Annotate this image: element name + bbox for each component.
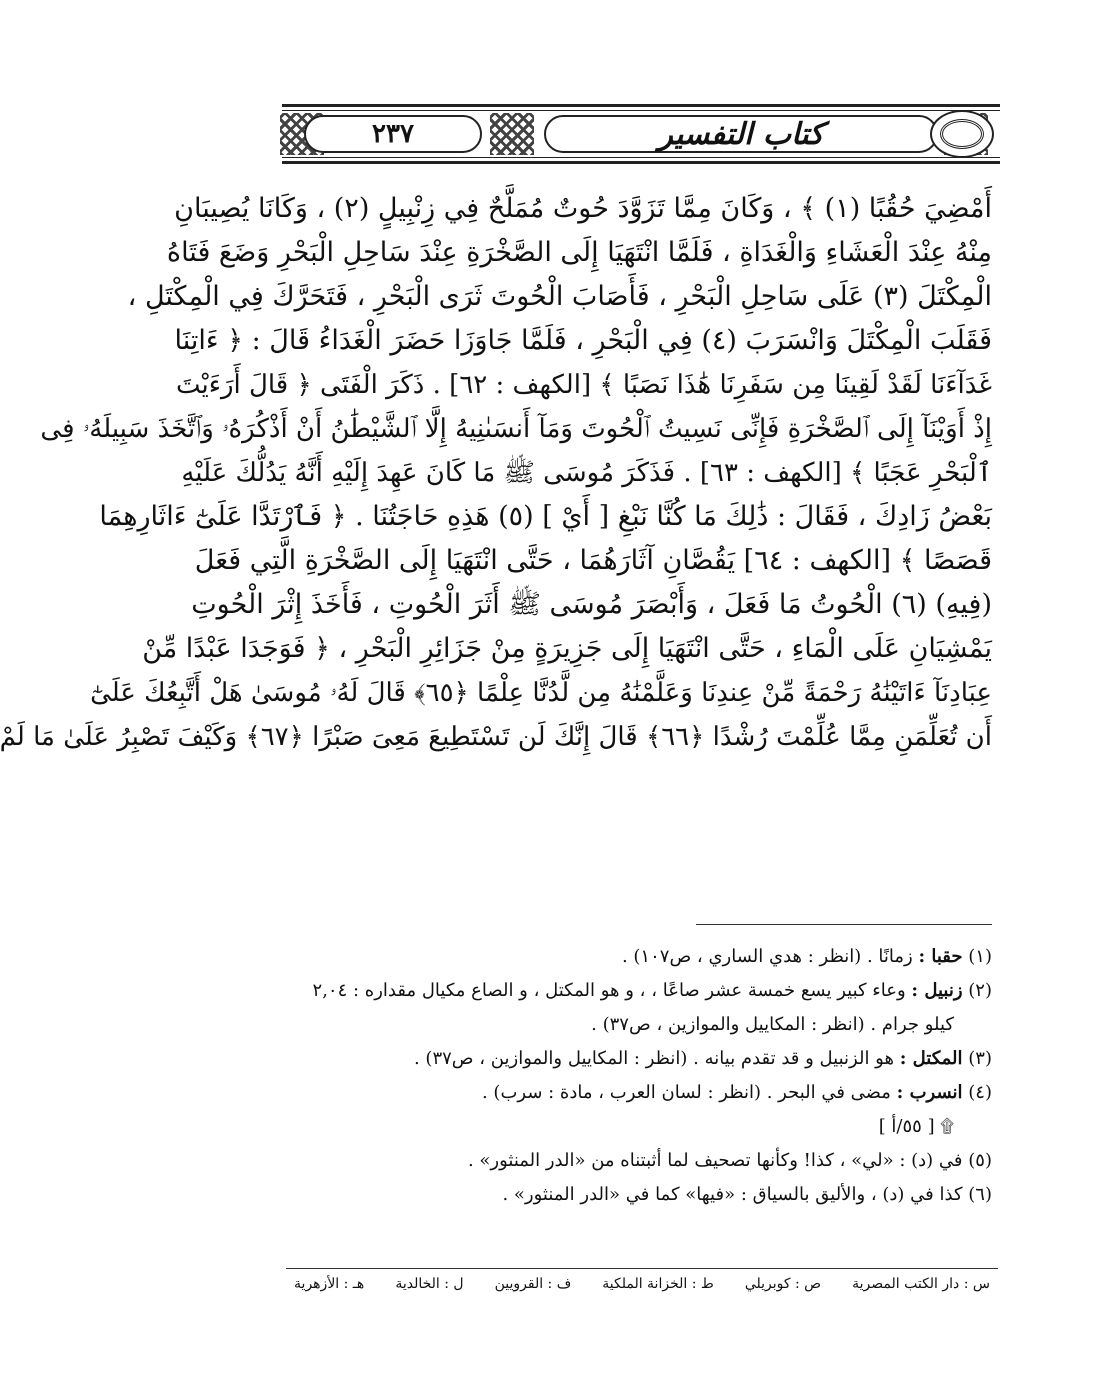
manuscript-legend [294,1276,990,1292]
footnote-term: المكتل : [899,1048,963,1069]
legend-item: هـ : الأزهرية [294,1276,365,1292]
legend-item: ص : كوبريلي [744,1276,822,1292]
text-line: ٱلْبَحْرِ عَجَبًا ﴾ [الكهف : ٦٣] . فَذَكَرَ مُوسَى ﷺ مَا كَانَ عَهِدَ إِلَيْهِ أَنَّهُ يَدُلُّكَ عَلَيْهِ [181,458,992,488]
book-title: كتاب التفسير [544,115,938,153]
text-line: عِبَادِنَآ ءَاتَيْنَٰهُ رَحْمَةً مِّنْ عِندِنَا وَعَلَّمْنَٰهُ مِن لَّدُنَّا عِلْمًا ﴿٦٥﴾ قَالَ لَهُۥ مُوسَىٰ هَلْ أَتَّبِعُكَ عَلَىٰٓ [90,678,992,708]
text-line: فَقَلَبَ الْمِكْتَلَ وَانْسَرَبَ (٤) فِي الْبَحْرِ ، فَلَمَّا جَاوَزَا حَضَرَ الْغَدَاءُ قَالَ : ﴿ ءَاتِنَا [174,325,992,356]
seal-ring-icon [940,119,984,149]
footnote-text: كذا في (د) ، والأليق بالسياق : «فيها» كما في «الدر المنثور» . [502,1184,963,1205]
text-line: يَمْشِيَانِ عَلَى الْمَاءِ ، حَتَّى انْتَهَيَا إِلَى جَزِيرَةٍ مِنْ جَزَائِرِ الْبَحْرِ ، ﴿ فَوَجَدَا عَبْدًا مِّنْ [142,633,992,664]
footnote-number: (٣) [968,1048,992,1069]
legend-item: ط : الخزانة الملكية [602,1276,714,1292]
footnote-5 [292,1144,992,1178]
footnote-1 [292,940,992,974]
footnote-number: (٢) [968,980,992,1001]
footnote-text: في (د) : «لي» ، كذا! وكأنها تصحيف لما أثبتناه من «الدر المنثور» . [467,1150,963,1171]
footnote-3 [292,1042,992,1076]
main-text [0,187,992,759]
footnotes [292,940,992,1212]
footnote-term: زنبيل : [911,980,963,1001]
footnote-2 [292,974,992,1008]
footnote-number: (١) [968,946,992,967]
footnote-number: (٦) [968,1184,992,1205]
text-line: أَمْضِيَ حُقُبًا (١) ﴾ ، وَكَانَ مِمَّا تَزَوَّدَ حُوتٌ مُمَلَّحٌ فِي زِنْبِيلٍ (٢) ، وَكَانَا يُصِيبَانِ [174,193,992,224]
legend-separator [286,1268,998,1269]
footnote-number: (٤) [968,1082,992,1103]
footnote-6 [292,1178,992,1212]
calligraphy-seal-logo [930,110,994,158]
text-line: الْمِكْتَلَ (٣) عَلَى سَاحِلِ الْبَحْرِ ، فَأَصَابَ الْحُوتَ ثَرَى الْبَحْرِ ، فَتَحَرَّكَ فِي الْمِكْتَلِ ، [127,281,992,312]
footnote-4 [292,1076,992,1110]
ornament-center-left [490,113,534,155]
text-line: غَدَآءَنَا لَقَدْ لَقِينَا مِن سَفَرِنَا هَٰذَا نَصَبًا ﴾ [الكهف : ٦٢] . ذَكَرَ الْفَتَى ﴿ قَالَ أَرَءَيْتَ [175,370,992,400]
footnote-text: مضى في البحر . (انظر : لسان العرب ، مادة : سرب) . [481,1082,891,1103]
footnote-term: حقبا : [918,946,963,967]
footnote-text: هو الزنبيل و قد تقدم بيانه . (انظر : المكاييل والموازين ، ص٣٧) . [413,1048,894,1069]
text-line: إِذْ أَوَيْنَآ إِلَى ٱلصَّخْرَةِ فَإِنِّى نَسِيتُ ٱلْحُوتَ وَمَآ أَنسَىٰنِيهُ إِلَّا ٱلشَّيْطَٰنُ أَنْ أَذْكُرَهُۥ وَٱتَّخَذَ سَبِيلَهُۥ فِى [40,414,992,444]
footnote-text: وعاء كبير يسع خمسة عشر صاعًا ، ، و هو المكتل ، و الصاع مكيال مقداره : ٢,٠٤ [312,980,906,1001]
page-number: ٢٣٧ [304,115,482,153]
footnote-term: انسرب : [896,1082,963,1103]
running-header [282,104,1000,164]
footnote-text: زمانًا . (انظر : هدي الساري ، ص١٠٧) . [621,946,913,967]
text-line: (فِيهِ) (٦) الْحُوتُ مَا فَعَلَ ، وَأَبْصَرَ مُوسَى ﷺ أَثَرَ الْحُوتِ ، فَأَخَذَ إِثْرَ الْحُوتِ [191,589,992,620]
footnote-number: (٥) [968,1150,992,1171]
footnote-2-continuation: كيلو جرام . (انظر : المكاييل والموازين ، ص٣٧) . [591,1014,954,1035]
legend-item: ف : القرويين [494,1276,572,1292]
manuscript-folio-mark: ۩ [ ٥٥/أ ] [878,1116,954,1137]
legend-item: س : دار الكتب المصرية [852,1276,990,1292]
text-line: قَصَصًا ﴾ [الكهف : ٦٤] يَقُصَّانِ آثَارَهُمَا ، حَتَّى انْتَهَيَا إِلَى الصَّخْرَةِ الَّتِي فَعَلَ [194,545,992,576]
text-line: بَعْضُ زَادِكَ ، فَقَالَ : ذَٰلِكَ مَا كُنَّا نَبْغِ [ أَيْ ] (٥) هَذِهِ حَاجَتُنَا . ﴿ فَٱرْتَدَّا عَلَىٰٓ ءَاثَارِهِمَا [99,501,992,532]
text-line: أَن تُعَلِّمَنِ مِمَّا عُلِّمْتَ رُشْدًا ﴿٦٦﴾ قَالَ إِنَّكَ لَن تَسْتَطِيعَ مَعِىَ صَبْرًا ﴿٦٧﴾ وَكَيْفَ تَصْبِرُ عَلَىٰ مَا لَمْ [0,722,992,752]
text-line: مِنْهُ عِنْدَ الْعَشَاءِ وَالْغَدَاةِ ، فَلَمَّا انْتَهَيَا إِلَى الصَّخْرَةِ عِنْدَ سَاحِلِ الْبَحْرِ وَضَعَ فَتَاهُ [166,237,992,268]
legend-item: ل : الخالدية [395,1276,464,1292]
footnote-separator [696,924,992,925]
